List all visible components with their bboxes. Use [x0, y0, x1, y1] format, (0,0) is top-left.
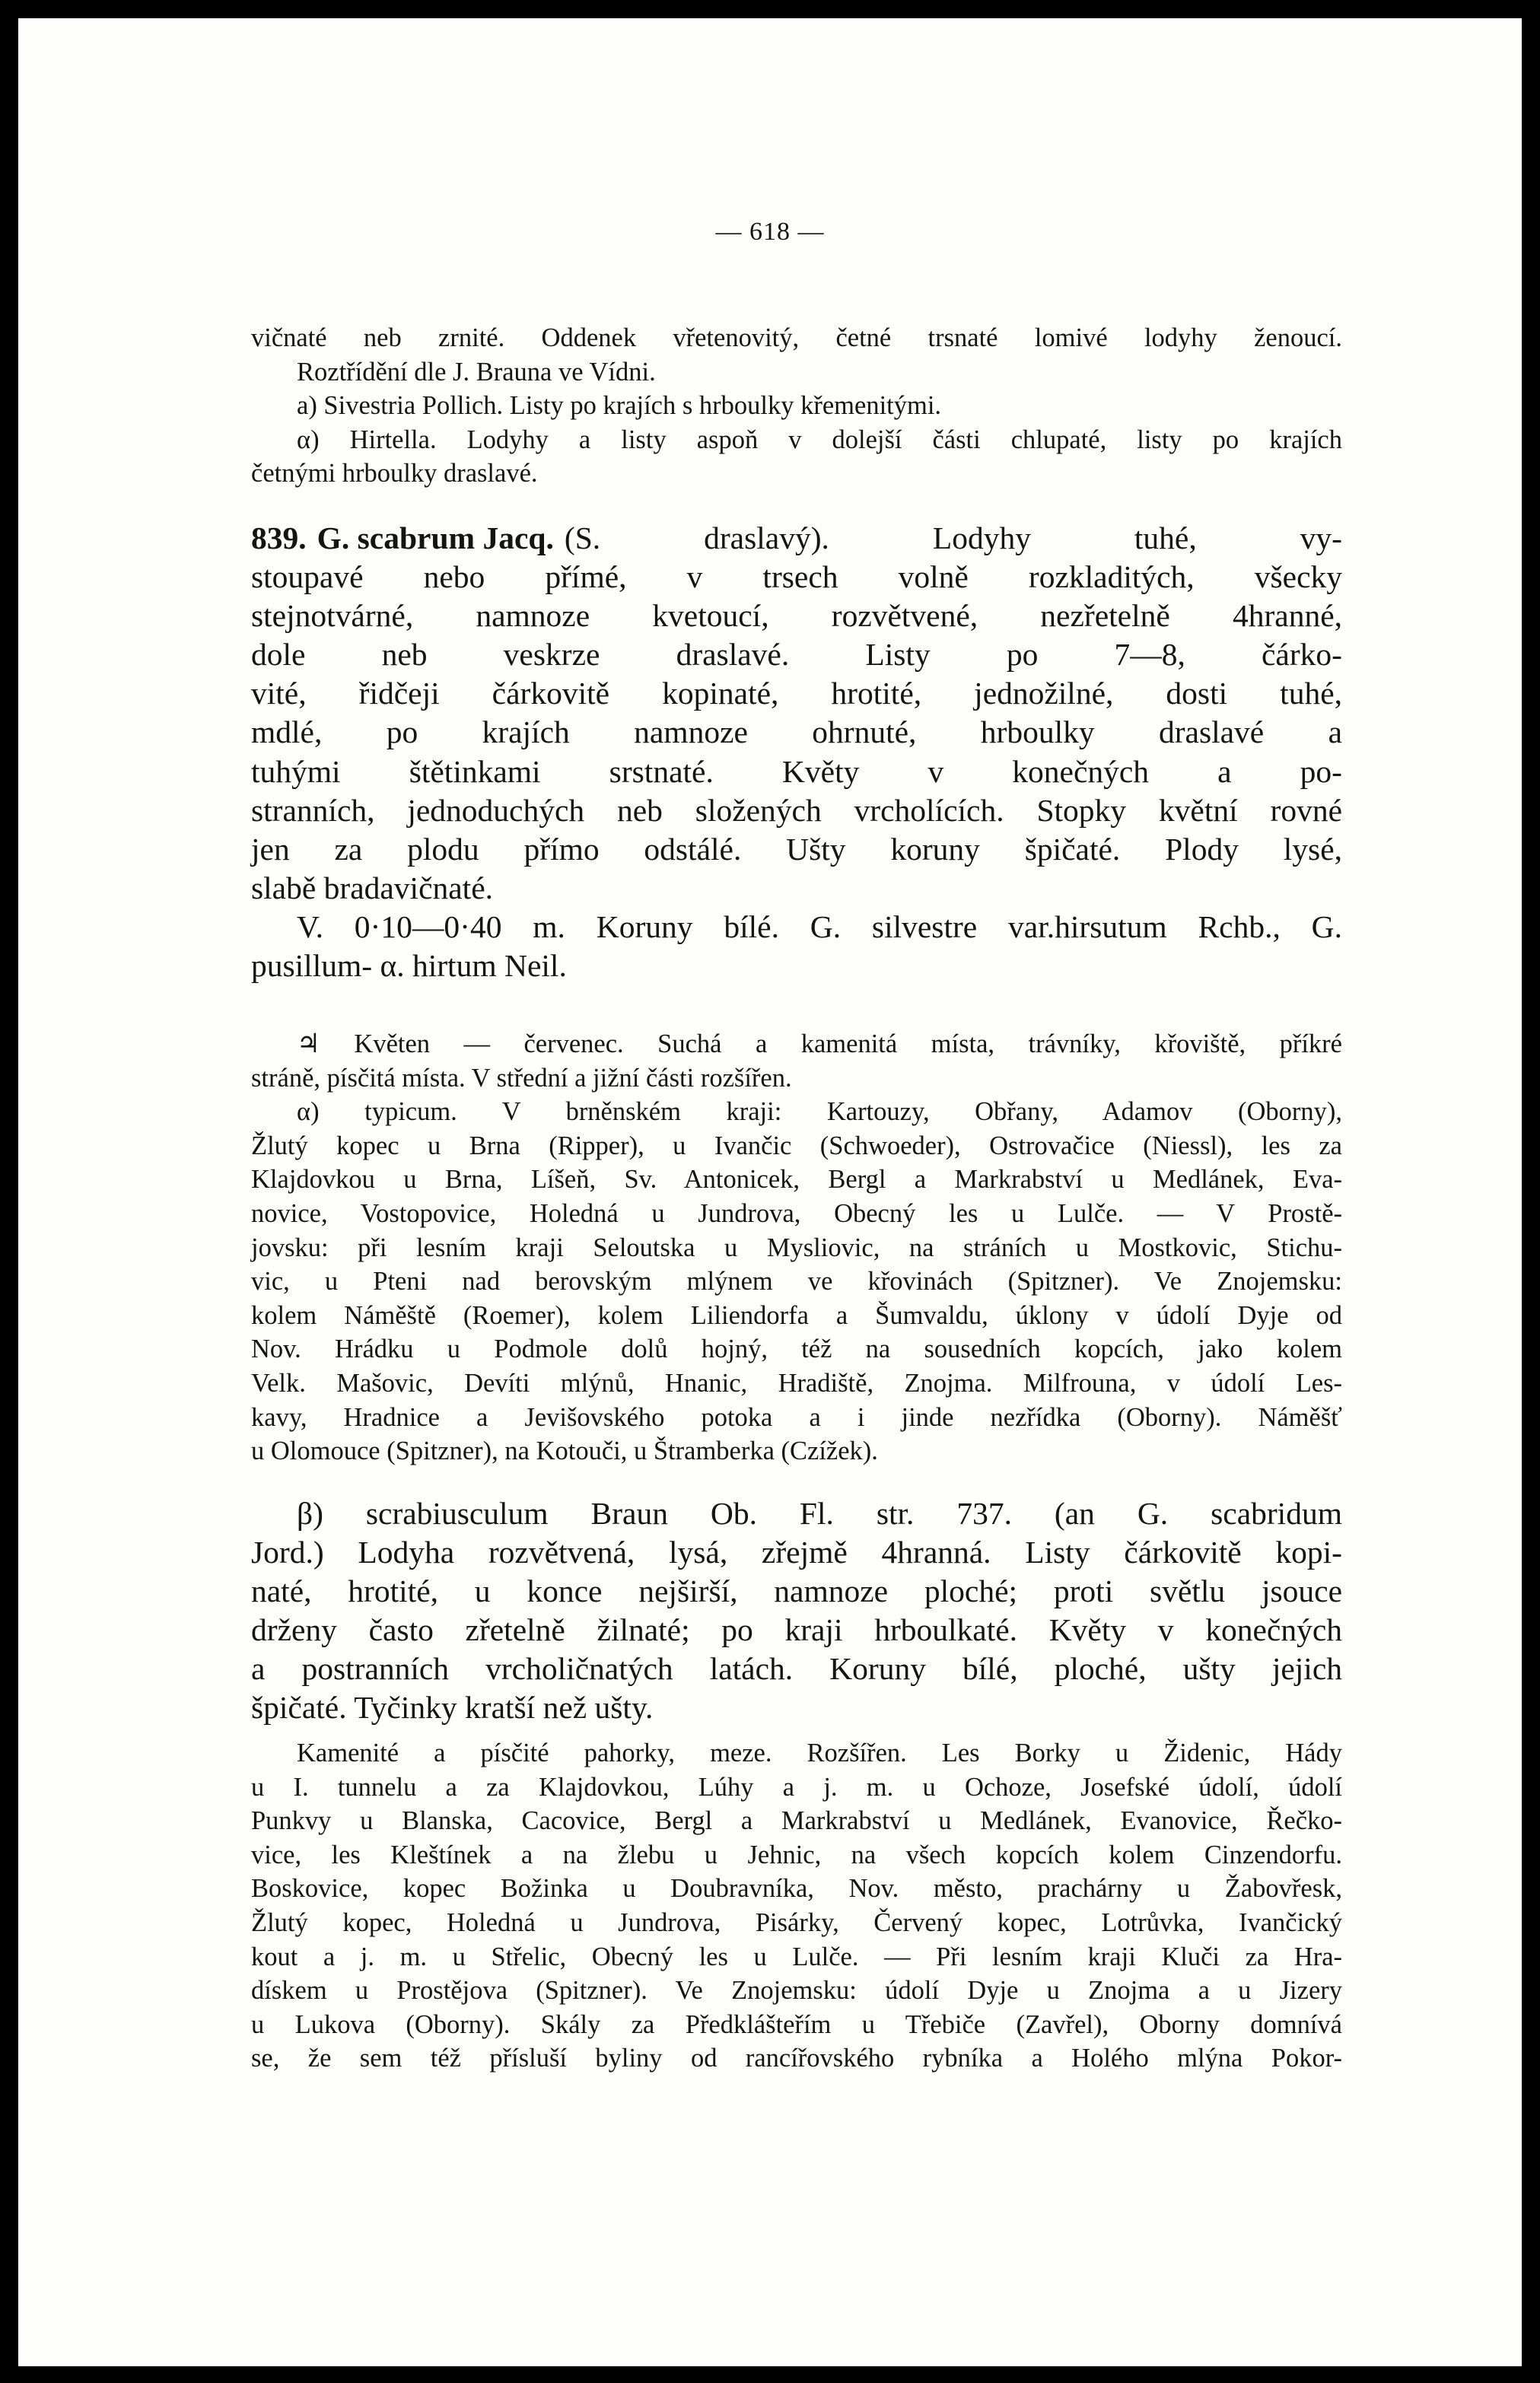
text-line: mdlé, po krajích namnoze ohrnuté, hrboulky draslavé a — [251, 714, 1342, 750]
text-line: četnými hrboulky draslavé. — [251, 459, 538, 488]
text-line: dole neb veskrze draslavé. Listy po 7—8, čárko- — [251, 637, 1342, 673]
text-line: Klajdovkou u Brna, Líšeň, Sv. Antonicek, Bergl a Markrabství u Medlánek, Eva- — [251, 1165, 1342, 1195]
text-line: stejnotvárné, namnoze kvetoucí, rozvětvené, nezřetelně 4hranné, — [251, 598, 1342, 634]
text-line: pusillum- α. hirtum Neil. — [251, 948, 567, 984]
species-number: 839. — [251, 520, 307, 555]
text-line: tuhými štětinkami srstnaté. Květy v konečných a po- — [251, 753, 1342, 789]
text-line: kavy, Hradnice a Jevišovského potoka a i jinde nezřídka (Oborny). Náměšť — [251, 1402, 1342, 1432]
text-line: Punkvy u Blanska, Cacovice, Bergl a Markrabství u Medlánek, Evanovice, Řečko- — [251, 1806, 1342, 1836]
text-line: stráně, písčitá místa. V střední a jižní části rozšířen. — [251, 1063, 792, 1093]
text-line: naté, hrotité, u konce nejširší, namnoze ploché; proti světlu jsouce — [251, 1573, 1342, 1609]
text-line: jen za plodu přímo odstálé. Ušty koruny špičaté. Plody lysé, — [251, 831, 1342, 867]
text-line: α) Hirtella. Lodyhy a listy aspoň v dolejší části chlupaté, listy po krajích — [297, 425, 1342, 454]
text-line: dískem u Prostějova (Spitzner). Ve Znojemsku: údolí Dyje u Znojma a u Jizery — [251, 1976, 1342, 2006]
text-line: Jord.) Lodyha rozvětvená, lysá, zřejmě 4hranná. Listy čárkovitě kopi- — [251, 1535, 1342, 1570]
text-line: α) typicum. V brněnském kraji: Kartouzy, Obřany, Adamov (Oborny), — [297, 1097, 1342, 1127]
localities-block — [251, 1736, 1342, 2076]
text-line: β) scrabiusculum Braun Ob. Fl. str. 737. (an G. scabridum — [297, 1496, 1342, 1531]
text-line: (S. draslavý). Lodyhy tuhé, vy- — [564, 520, 1342, 555]
text-line: Boskovice, kopec Božinka u Doubravníka, Nov. město, prachárny u Žabovřesk, — [251, 1874, 1342, 1904]
text-line: a) Sivestria Pollich. Listy po krajích s hrboulky křemenitými. — [297, 391, 942, 421]
text-line: V. 0·10—0·40 m. Koruny bílé. G. silvestre var.hirsutum Rchb., G. — [297, 908, 1342, 944]
text-line: u Lukova (Oborny). Skály za Předklášteřím u Třebiče (Zavřel), Oborny domnívá — [251, 2009, 1342, 2039]
text-line: drženy často zřetelně žilnaté; po kraji hrboulkaté. Květy v konečných — [251, 1612, 1342, 1648]
text-line: špičaté. Tyčinky kratší než ušty. — [251, 1690, 654, 1726]
text-line: vic, u Pteni nad berovským mlýnem ve křovinách (Spitzner). Ve Znojemsku: — [251, 1267, 1342, 1296]
text-line: kout a j. m. u Střelic, Obecný les u Lulče. — Při lesním kraji Kluči za Hra- — [251, 1942, 1342, 1971]
text-line: vité, řidčeji čárkovitě kopinaté, hrotité, jednožilné, dosti tuhé, — [251, 676, 1342, 711]
text-line: stranních, jednoduchých neb složených vrcholících. Stopky květní rovné — [251, 792, 1342, 828]
text-line: vice, les Kleštínek a na žlebu u Jehnic, na všech kopcích kolem Cinzendorfu. — [251, 1840, 1342, 1869]
text-line: u Olomouce (Spitzner), na Kotouči, u Štramberka (Czížek). — [251, 1436, 878, 1466]
text-line: Velk. Mašovic, Devíti mlýnů, Hnanic, Hradiště, Znojma. Milfrouna, v údolí Les- — [251, 1368, 1342, 1398]
page-number: — 618 — — [715, 218, 825, 246]
text-line: slabě bradavičnaté. — [251, 870, 493, 905]
text-line: Nov. Hrádku u Podmole dolů hojný, též na sousedních kopcích, jako kolem — [251, 1335, 1342, 1364]
text-line: Roztřídění dle J. Brauna ve Vídni. — [297, 357, 656, 387]
text-line: se, že sem též přísluší byliny od rancířovského rybníka a Holého mlýna Pokor- — [251, 2044, 1342, 2073]
text-line: ♃ Květen — červenec. Suchá a kamenitá místa, trávníky, křoviště, příkré — [297, 1029, 1342, 1058]
text-line: novice, Vostopovice, Holedná u Jundrova, Obecný les u Lulče. — V Prostě- — [251, 1198, 1342, 1228]
text-line: kolem Náměště (Roemer), kolem Liliendorfa a Šumvaldu, úklony v údolí Dyje od — [251, 1300, 1342, 1330]
species-description — [251, 519, 1342, 985]
species-name: G. scabrum Jacq. — [317, 520, 554, 555]
intro-block — [251, 321, 1342, 491]
text-line: vičnaté neb zrnité. Oddenek vřetenovitý, četné trsnaté lomivé lodyhy ženoucí. — [251, 323, 1342, 352]
paper-sheet — [18, 18, 1522, 2366]
beta-variety-block — [251, 1494, 1342, 1728]
text-line: jovsku: při lesním kraji Seloutska u Mysliovic, na stráních u Mostkovic, Stichu- — [251, 1233, 1342, 1262]
distribution-block — [251, 1027, 1342, 1468]
text-line: stoupavé nebo přímé, v trsech volně rozkladitých, všecky — [251, 559, 1342, 595]
text-line: Žlutý kopec, Holedná u Jundrova, Pisárky, Červený kopec, Lotrůvka, Ivančický — [251, 1907, 1342, 1937]
text-line: u I. tunnelu a za Klajdovkou, Lúhy a j. m. u Ochoze, Josefské údolí, údolí — [251, 1772, 1342, 1802]
text-line: Žlutý kopec u Brna (Ripper), u Ivančic (Schwoeder), Ostrovačice (Niessl), les za — [251, 1131, 1342, 1160]
text-line: a postranních vrcholičnatých latách. Koruny bílé, ploché, ušty jejich — [251, 1651, 1342, 1687]
text-line: Kamenité a písčité pahorky, meze. Rozšířen. Les Borky u Židenic, Hády — [297, 1739, 1342, 1767]
